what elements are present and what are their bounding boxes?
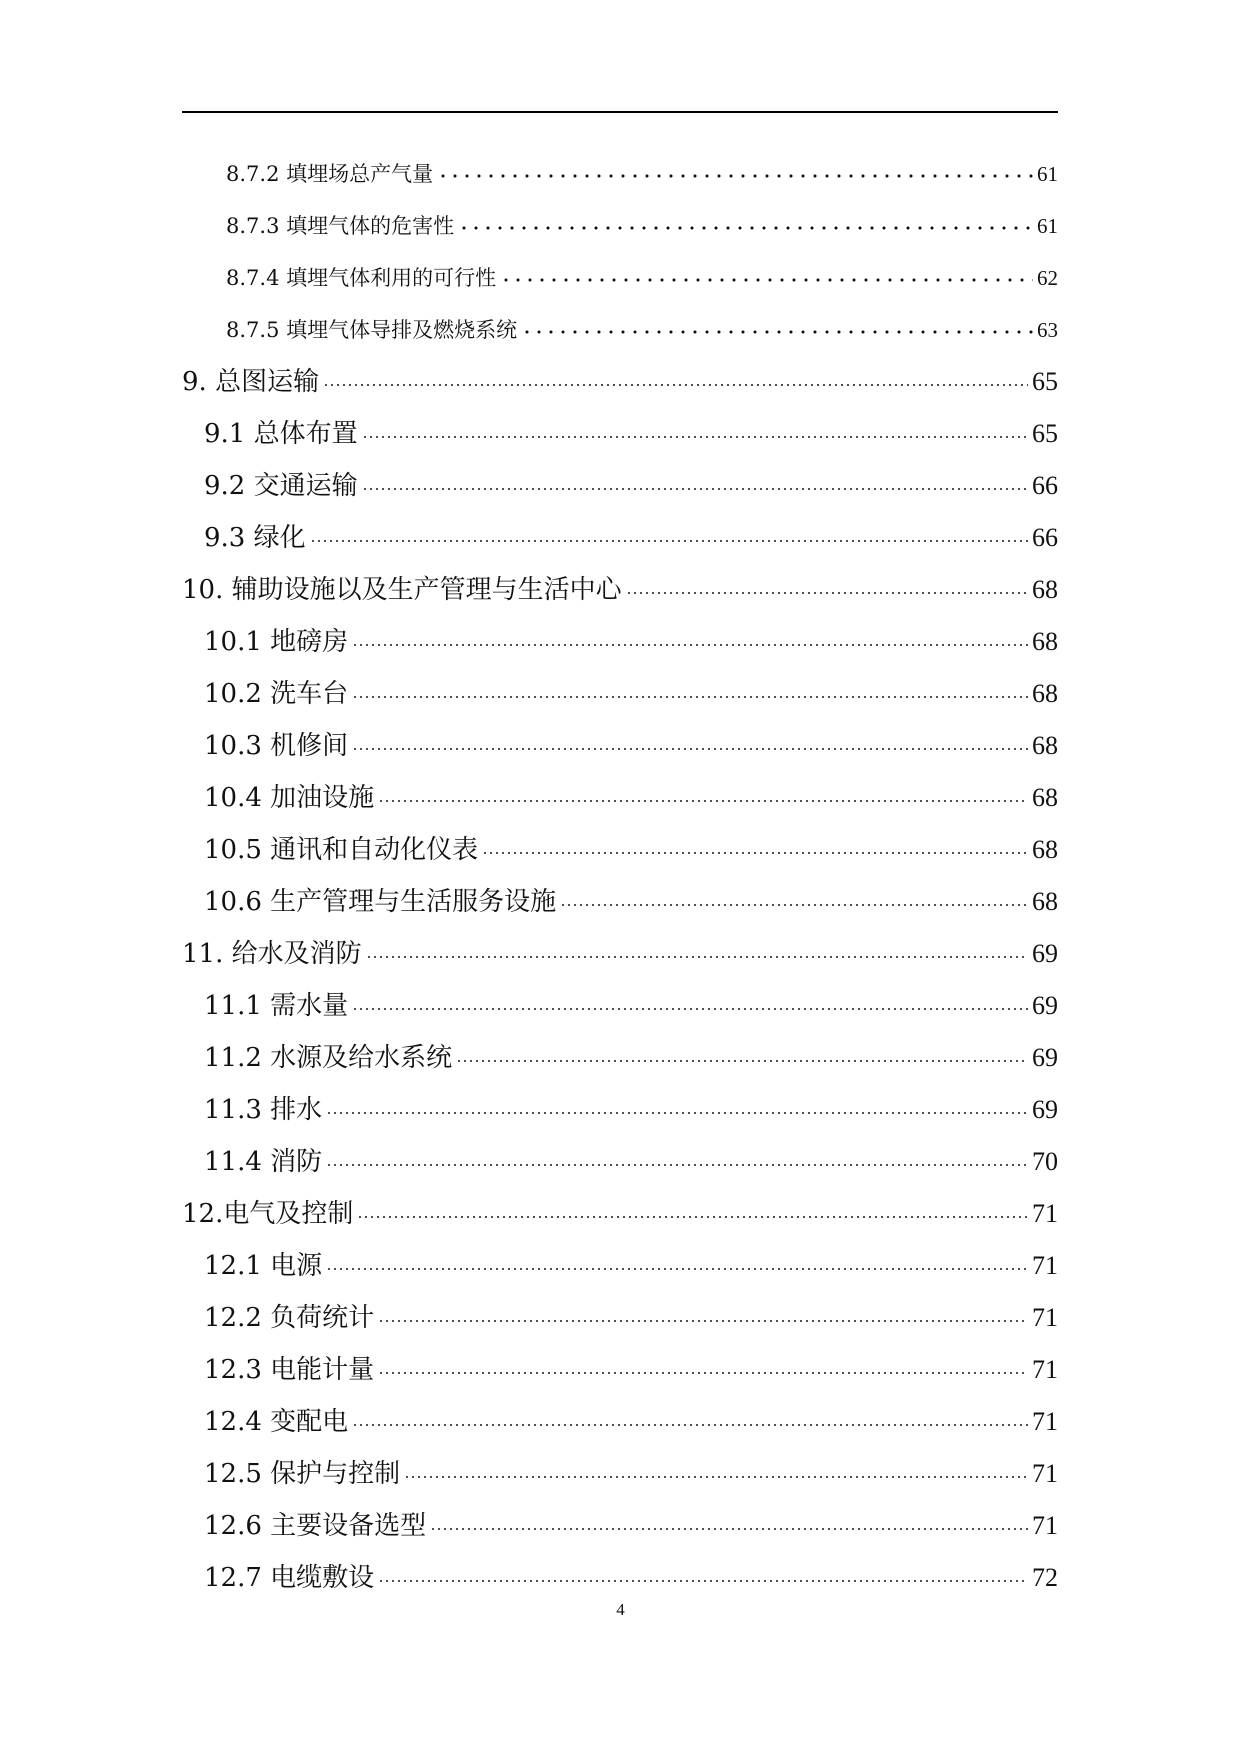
toc-entry-page-number: 66 [1032,523,1058,552]
toc-entry[interactable] [182,1084,1058,1136]
toc-entry[interactable] [182,772,1058,824]
toc-dot-leader [326,1146,1028,1172]
toc-dot-leader [352,626,1028,652]
toc-dot-leader [378,782,1028,808]
toc-entry-page-number: 71 [1032,1511,1058,1540]
toc-entry[interactable] [182,148,1058,200]
toc-entry-label: 12.3 电能计量 [204,1355,375,1385]
toc-entry-label: 12.电气及控制 [182,1199,354,1229]
toc-entry-page-number: 69 [1032,991,1058,1020]
toc-entry-label: 10.4 加油设施 [204,783,375,813]
toc-entry[interactable] [182,356,1058,408]
toc-dot-leader [378,1302,1028,1328]
toc-entry[interactable] [182,616,1058,668]
toc-entry[interactable] [182,408,1058,460]
toc-entry[interactable] [182,252,1058,304]
toc-dot-leader [378,1562,1028,1588]
toc-dot-leader [437,162,1033,183]
toc-entry-page-number: 71 [1032,1303,1058,1332]
toc-entry-page-number: 63 [1037,318,1058,342]
toc-entry-page-number: 62 [1037,266,1058,290]
toc-dot-leader [362,470,1028,496]
toc-entry-label: 12.2 负荷统计 [204,1303,375,1333]
header-rule [182,111,1058,113]
toc-dot-leader [326,1250,1028,1276]
toc-entry-page-number: 68 [1032,835,1058,864]
toc-entry-page-number: 71 [1032,1251,1058,1280]
toc-entry-label: 12.5 保护与控制 [204,1459,401,1489]
toc-entry-label: 12.6 主要设备选型 [204,1511,427,1541]
toc-entry-label: 11.3 排水 [204,1095,323,1125]
toc-entry[interactable] [182,928,1058,980]
toc-dot-leader [456,1042,1028,1068]
toc-entry-page-number: 71 [1032,1459,1058,1488]
toc-entry[interactable] [182,1188,1058,1240]
toc-entry-label: 9.1 总体布置 [204,419,358,449]
toc-dot-leader [366,938,1028,964]
toc-entry-page-number: 68 [1032,731,1058,760]
toc-entry-label: 8.7.2 填埋场总产气量 [226,162,434,186]
toc-entry[interactable] [182,720,1058,772]
toc-dot-leader [500,266,1033,287]
page-number: 4 [616,1600,625,1619]
toc-entry[interactable] [182,668,1058,720]
toc-dot-leader [560,886,1028,912]
toc-entry[interactable] [182,1396,1058,1448]
toc-dot-leader [362,418,1028,444]
toc-entry-label: 12.4 变配电 [204,1407,349,1437]
toc-entry-label: 12.7 电缆敷设 [204,1563,375,1593]
toc-entry[interactable] [182,824,1058,876]
toc-dot-leader [352,730,1028,756]
toc-entry[interactable] [182,200,1058,252]
toc-entry[interactable] [182,980,1058,1032]
toc-dot-leader [521,318,1033,339]
toc-entry[interactable] [182,1136,1058,1188]
toc-entry-label: 10.1 地磅房 [204,627,349,657]
toc-entry-label: 8.7.3 填埋气体的危害性 [226,214,455,238]
toc-entry-page-number: 68 [1032,627,1058,656]
toc-dot-leader [378,1354,1028,1380]
toc-entry-page-number: 66 [1032,471,1058,500]
toc-entry[interactable] [182,1292,1058,1344]
toc-entry-page-number: 70 [1032,1147,1058,1176]
toc-entry-page-number: 65 [1032,367,1058,396]
toc-entry-label: 11.1 需水量 [204,991,349,1021]
toc-entry-label: 11. 给水及消防 [182,939,362,969]
toc-entry-page-number: 71 [1032,1199,1058,1228]
toc-entry-page-number: 69 [1032,1095,1058,1124]
toc-entry-label: 11.2 水源及给水系统 [204,1043,453,1073]
toc-entry[interactable] [182,1344,1058,1396]
toc-entry-page-number: 68 [1032,679,1058,708]
toc-entry-page-number: 71 [1032,1355,1058,1384]
toc-entry[interactable] [182,1032,1058,1084]
toc-entry[interactable] [182,304,1058,356]
toc-entry-label: 11.4 消防 [204,1147,323,1177]
toc-dot-leader [357,1198,1028,1224]
toc-entry[interactable] [182,1448,1058,1500]
toc-dot-leader [482,834,1028,860]
toc-entry-label: 10.6 生产管理与生活服务设施 [204,887,557,917]
table-of-contents [182,148,1058,1604]
toc-entry-page-number: 69 [1032,939,1058,968]
toc-entry-label: 9.2 交通运输 [204,471,358,501]
toc-dot-leader [326,1094,1028,1120]
toc-entry[interactable] [182,564,1058,616]
toc-entry[interactable] [182,876,1058,928]
toc-entry[interactable] [182,460,1058,512]
toc-entry-label: 10.5 通讯和自动化仪表 [204,835,479,865]
toc-dot-leader [626,574,1028,600]
toc-entry-page-number: 61 [1037,214,1058,238]
toc-entry-label: 10.2 洗车台 [204,679,349,709]
toc-entry-label: 10.3 机修间 [204,731,349,761]
toc-entry-page-number: 68 [1032,575,1058,604]
toc-entry-label: 8.7.5 填埋气体导排及燃烧系统 [226,318,518,342]
toc-entry-page-number: 61 [1037,162,1058,186]
toc-entry-page-number: 68 [1032,783,1058,812]
toc-entry-page-number: 65 [1032,419,1058,448]
toc-entry-page-number: 72 [1032,1563,1058,1592]
toc-entry-label: 12.1 电源 [204,1251,323,1281]
toc-dot-leader [310,522,1028,548]
toc-dot-leader [404,1458,1028,1484]
toc-dot-leader [352,678,1028,704]
toc-entry[interactable] [182,1240,1058,1292]
toc-entry[interactable] [182,512,1058,564]
toc-entry-page-number: 71 [1032,1407,1058,1436]
toc-dot-leader [352,1406,1028,1432]
toc-entry-label: 9. 总图运输 [182,367,320,397]
toc-entry[interactable] [182,1500,1058,1552]
toc-dot-leader [323,366,1028,392]
toc-entry[interactable] [182,1552,1058,1604]
toc-entry-page-number: 69 [1032,1043,1058,1072]
toc-dot-leader [458,214,1033,235]
toc-entry-label: 9.3 绿化 [204,523,306,553]
toc-entry-page-number: 68 [1032,887,1058,916]
toc-entry-label: 10. 辅助设施以及生产管理与生活中心 [182,575,622,605]
toc-dot-leader [352,990,1028,1016]
toc-entry-label: 8.7.4 填埋气体利用的可行性 [226,266,497,290]
toc-dot-leader [430,1510,1028,1536]
